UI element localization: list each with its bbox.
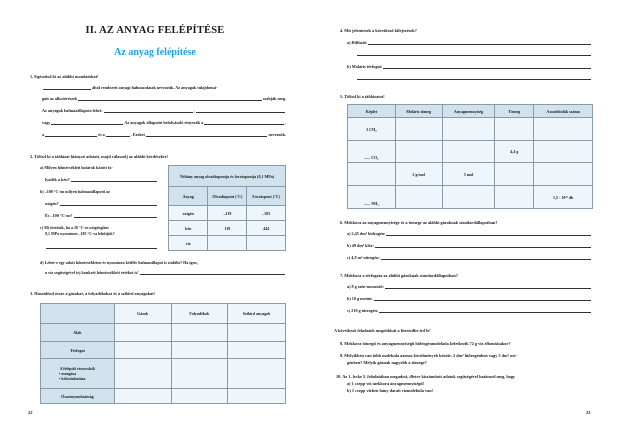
blank-cell[interactable]	[534, 163, 593, 186]
question-5-title: 5. Töltsd ki a táblázatot!	[340, 94, 385, 99]
blank-cell[interactable]	[534, 118, 593, 141]
q4-b-line: b) Moláris térfogat:	[347, 64, 592, 69]
row-label: A felépítő részecskék • mozgása • kölcsönhatása	[41, 359, 115, 389]
blank-cell[interactable]	[395, 118, 442, 141]
table-row	[41, 342, 286, 359]
q2-d-line-1: d) Lehet-e egy adott hőmérsékleten és nyomáson kétféle halmazállapot is stabilis? Ha igen,	[40, 260, 198, 265]
blank-field[interactable]	[385, 285, 591, 289]
q4-a-line-2	[356, 52, 592, 56]
molar-table	[347, 104, 593, 209]
blank-cell[interactable]	[114, 389, 171, 404]
right-page	[310, 0, 620, 439]
blank-field[interactable]	[104, 109, 193, 113]
blank-cell[interactable]	[171, 359, 228, 389]
q1-line-5: a és a . Ezeket nevezzük.	[42, 132, 286, 137]
q4-a-line: a) Diffúzió:	[347, 40, 592, 45]
states-comparison-table	[40, 303, 286, 404]
blank-cell[interactable]	[208, 236, 247, 251]
table-header: Szilárd anyagok	[228, 304, 286, 324]
blank-cell[interactable]	[228, 342, 286, 359]
q2-b-line-2: oxigén?	[45, 201, 158, 206]
blank-field[interactable]	[375, 244, 591, 248]
table-header: Anyag	[169, 187, 208, 206]
blank-cell[interactable]	[228, 324, 286, 342]
q2-d-line-2: a víz segítségével írj konkrét hőmérsékleti értéket is!	[45, 270, 286, 275]
q7-a-line: a) 8 g szén-monoxid:	[347, 284, 592, 289]
question-9-line-2: génben? Melyik gáznak nagyobb a tömege?	[347, 360, 427, 365]
q2-a-line-1: a) Milyen hőmérsékleti határok között fo-	[40, 165, 113, 170]
blank-field[interactable]	[383, 65, 591, 69]
blank-field[interactable]	[357, 52, 591, 56]
q6-c-line: c) 4,9 m³ nitrogén:	[347, 255, 592, 260]
blank-cell[interactable]	[171, 324, 228, 342]
blank-field[interactable]	[379, 309, 591, 313]
table-row: 2 CH₄	[348, 118, 593, 141]
table-header: Képlet	[348, 105, 396, 118]
blank-field[interactable]	[204, 121, 284, 125]
blank-cell[interactable]	[442, 186, 495, 209]
page-number: 23	[586, 410, 591, 415]
blank-field[interactable]	[43, 86, 91, 90]
q2-c-answer	[45, 245, 158, 249]
blank-field[interactable]	[140, 271, 285, 275]
blank-cell[interactable]	[495, 163, 534, 186]
table-header: Tömeg	[495, 105, 534, 118]
blank-cell[interactable]	[442, 118, 495, 141]
table-header: Gázok	[114, 304, 171, 324]
table-row	[41, 324, 286, 342]
table-header: Folyadékok	[171, 304, 228, 324]
table-row: oxigén –219 –183	[169, 206, 286, 221]
section-title: Az anyag felépítése	[114, 47, 196, 58]
blank-field[interactable]	[357, 76, 591, 80]
row-label: Összenyomhatóság	[41, 389, 115, 404]
blank-cell[interactable]	[495, 118, 534, 141]
blank-field[interactable]	[196, 109, 285, 113]
blank-cell[interactable]	[171, 389, 228, 404]
blank-field[interactable]	[71, 178, 157, 182]
q2-c-line-2: 0,1 MPa nyomáson –185 °C-ra lehűtjük?	[45, 231, 115, 236]
q7-b-line: b) 10 g metán:	[347, 296, 592, 301]
blank-field[interactable]	[74, 214, 157, 218]
question-9-line-1: 9. Melyikben van több molekula azonos körülmények között: 2 dm³ hidrogénben vagy 3 dm³ oxi-	[340, 353, 517, 358]
question-3-title: 3. Hasonlítsd össze a gázokat, a folyadékokat és a szilárd anyagokat!	[30, 291, 156, 296]
q6-a-line: a) 2,45 dm³ hidrogén:	[347, 231, 592, 236]
q1-line-2: gait az alkotórészek szabják meg.	[42, 96, 286, 101]
question-10-title: 10. Az 1. lecke 5. feladatában megadott, illetve kiszámított adatok segítségével határozd meg, hogy	[336, 374, 516, 379]
row-label: Alak	[41, 324, 115, 342]
blank-cell[interactable]	[495, 186, 534, 209]
question-1-title: 1. Egészítsd ki az alábbi mondatokat!	[30, 74, 99, 79]
blank-cell[interactable]	[395, 186, 442, 209]
instruction-text: A következő feladatok megoldását a füzetedbe írd le!	[334, 328, 431, 333]
blank-field[interactable]	[78, 97, 261, 101]
q2-b-line-3: És –100 °C-on?	[45, 213, 158, 218]
table-caption: Néhány anyag olvadáspontja és forráspontja (0,1 MPa)	[169, 166, 286, 187]
row-label: Térfogat	[41, 342, 115, 359]
blank-field[interactable]	[368, 41, 591, 45]
blank-cell[interactable]	[348, 163, 396, 186]
question-8: 8. Mekkora tömegű és anyagmennyiségű hidrogénmolekula keletkezik 72 g víz elbontásakor?	[340, 341, 511, 346]
blank-field[interactable]	[45, 133, 97, 137]
q2-c-line-1: c) Mi történik, ha a 20 °C-os oxigénglázt	[40, 225, 109, 230]
melting-boiling-table	[168, 165, 286, 251]
question-6-title: 6. Mekkora az anyagmennyisége és a tömege az alábbi gázoknak standardállapotban?	[340, 220, 498, 225]
table-row: víz	[169, 236, 286, 251]
table-header: A molekulák száma	[534, 105, 593, 118]
blank-field[interactable]	[46, 245, 157, 249]
question-10-b: b) 1 csepp vízben hány darab vízmolekula van!	[347, 388, 434, 393]
q1-line-1: által rendezett anyagi halmazoknak nevezzük. Az anyagok tulajdonsá-	[42, 85, 286, 90]
q4-b-line-2	[356, 76, 592, 80]
table-row: ...... NH₃ 1,5 · 10²³ db	[348, 186, 593, 209]
table-header: Olvadáspont (°C)	[208, 187, 247, 206]
blank-cell[interactable]	[442, 141, 495, 163]
table-row: ...... CO₂ 4,4 g	[348, 141, 593, 163]
table-row: kén 119 444	[169, 221, 286, 236]
blank-cell[interactable]	[114, 324, 171, 342]
blank-cell[interactable]	[247, 236, 286, 251]
table-row: 2 g/mol 5 mol	[348, 163, 593, 186]
table-header: Forráspont (°C)	[247, 187, 286, 206]
blank-field[interactable]	[60, 202, 157, 206]
blank-field[interactable]	[146, 133, 268, 137]
blank-cell[interactable]	[171, 342, 228, 359]
blank-cell[interactable]	[114, 342, 171, 359]
blank-cell[interactable]	[114, 359, 171, 389]
q6-b-line: b) 49 dm³ klór:	[347, 243, 592, 248]
q1-line-4: vagy Az anyagok állapotát befolyásoló tényezők a ,	[42, 120, 286, 125]
blank-cell[interactable]	[228, 359, 286, 389]
blank-field[interactable]	[381, 256, 591, 260]
table-header: Anyagmennyiség	[442, 105, 495, 118]
blank-cell[interactable]	[228, 389, 286, 404]
table-header: Moláris tömeg	[395, 105, 442, 118]
question-4-title: 4. Mit jelentenek a következő kifejezések?	[340, 28, 417, 33]
q2-b-line-1: b) –100 °C-on milyen halmazállapotú az	[40, 189, 110, 194]
page-number: 22	[28, 410, 33, 415]
blank-field[interactable]	[386, 232, 591, 236]
blank-field[interactable]	[374, 297, 591, 301]
blank-cell[interactable]	[395, 141, 442, 163]
question-10-a: a) 1 csepp víz mekkora anyagmennyiségű!	[347, 381, 425, 386]
question-7-title: 7. Mekkora a térfogata az alábbi gázoknak standardállapotban?	[340, 273, 458, 278]
table-row	[41, 359, 286, 389]
blank-cell[interactable]	[534, 141, 593, 163]
q1-line-3: Az anyagok halmazállapota lehet: ,	[42, 108, 286, 113]
blank-field[interactable]	[51, 121, 123, 125]
question-2-title: 2. Töltsd ki a táblázat hiányzó adatait, majd válaszolj az alábbi kérdésekre!	[30, 154, 169, 159]
blank-field[interactable]	[106, 133, 130, 137]
chapter-title: II. AZ ANYAG FELÉPÍTÉSE	[85, 25, 225, 36]
q7-c-line: c) 210 g nitrogén:	[347, 308, 592, 313]
table-row	[41, 389, 286, 404]
q2-a-line-2: lyadék a kén?	[45, 177, 158, 182]
